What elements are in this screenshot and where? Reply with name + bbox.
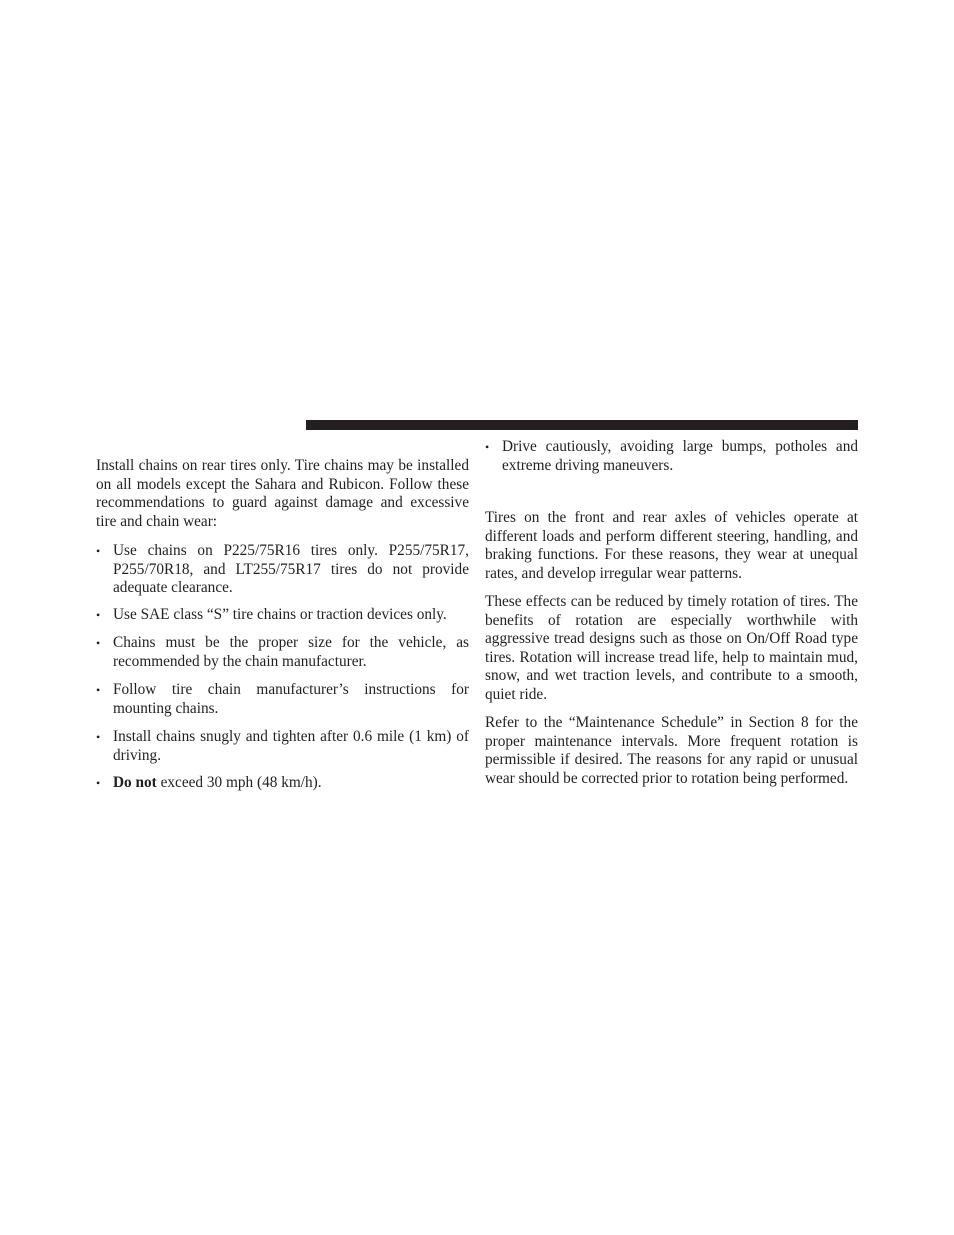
list-item-text: Install chains snugly and tighten after 0.6 mile (1 km) of driving. [113, 728, 469, 764]
list-item-text: Follow tire chain manufacturer’s instructions for mounting chains. [113, 681, 469, 717]
list-item-text: Use SAE class “S” tire chains or traction devices only. [113, 606, 447, 623]
list-item [96, 728, 469, 765]
list-item [96, 774, 469, 793]
section-header-rule [306, 420, 858, 430]
list-item [96, 542, 469, 598]
bullet-icon: • [96, 636, 101, 650]
tire-rotation-paragraph-1: Tires on the front and rear axles of vehicles operate at different loads and perform different steering, handling, and braking functions. For these reasons, they wear at unequal rates, and develop irregular wear patterns. [485, 509, 858, 582]
list-item [96, 634, 469, 671]
list-item [96, 606, 469, 625]
list-item [485, 438, 858, 475]
bullet-icon: • [96, 683, 101, 697]
tire-rotation-paragraph-3: Refer to the “Maintenance Schedule” in Section 8 for the proper maintenance intervals. More frequent rotation is permissible if desired. The reasons for any rapid or unusual wear should be corrected prior to rotation being performed. [485, 714, 858, 787]
bullet-icon: • [96, 544, 101, 558]
bullet-icon: • [485, 440, 490, 454]
tire-chains-intro: Install chains on rear tires only. Tire chains may be installed on all models except the Sahara and Rubicon. Follow these recommendations to guard against damage and excessive tire and chain wear: [96, 457, 469, 530]
tire-rotation-paragraph-2: These effects can be reduced by timely rotation of tires. The benefits of rotation are especially worthwhile with aggressive tread designs such as those on On/Off Road type tires. Rotation will increase tread life, help to maintain mud, snow, and wet traction levels, and contribute to a smooth, quiet ride. [485, 593, 858, 703]
bullet-icon: • [96, 730, 101, 744]
bullet-icon: • [96, 776, 101, 790]
list-item-text: Chains must be the proper size for the vehicle, as recommended by the chain manufacturer. [113, 634, 469, 670]
bullet-icon: • [96, 608, 101, 622]
list-item-text: Drive cautiously, avoiding large bumps, potholes and extreme driving maneuvers. [502, 438, 858, 474]
list-item-text: Use chains on P225/75R16 tires only. P255/75R17, P255/70R18, and LT255/75R17 tires do not provide adequate clearance. [113, 542, 469, 597]
list-item [96, 681, 469, 718]
emphasis-text: Do not [113, 774, 157, 791]
list-item-text-rest: exceed 30 mph (48 km/h). [156, 774, 322, 791]
list-item-text [113, 774, 469, 793]
